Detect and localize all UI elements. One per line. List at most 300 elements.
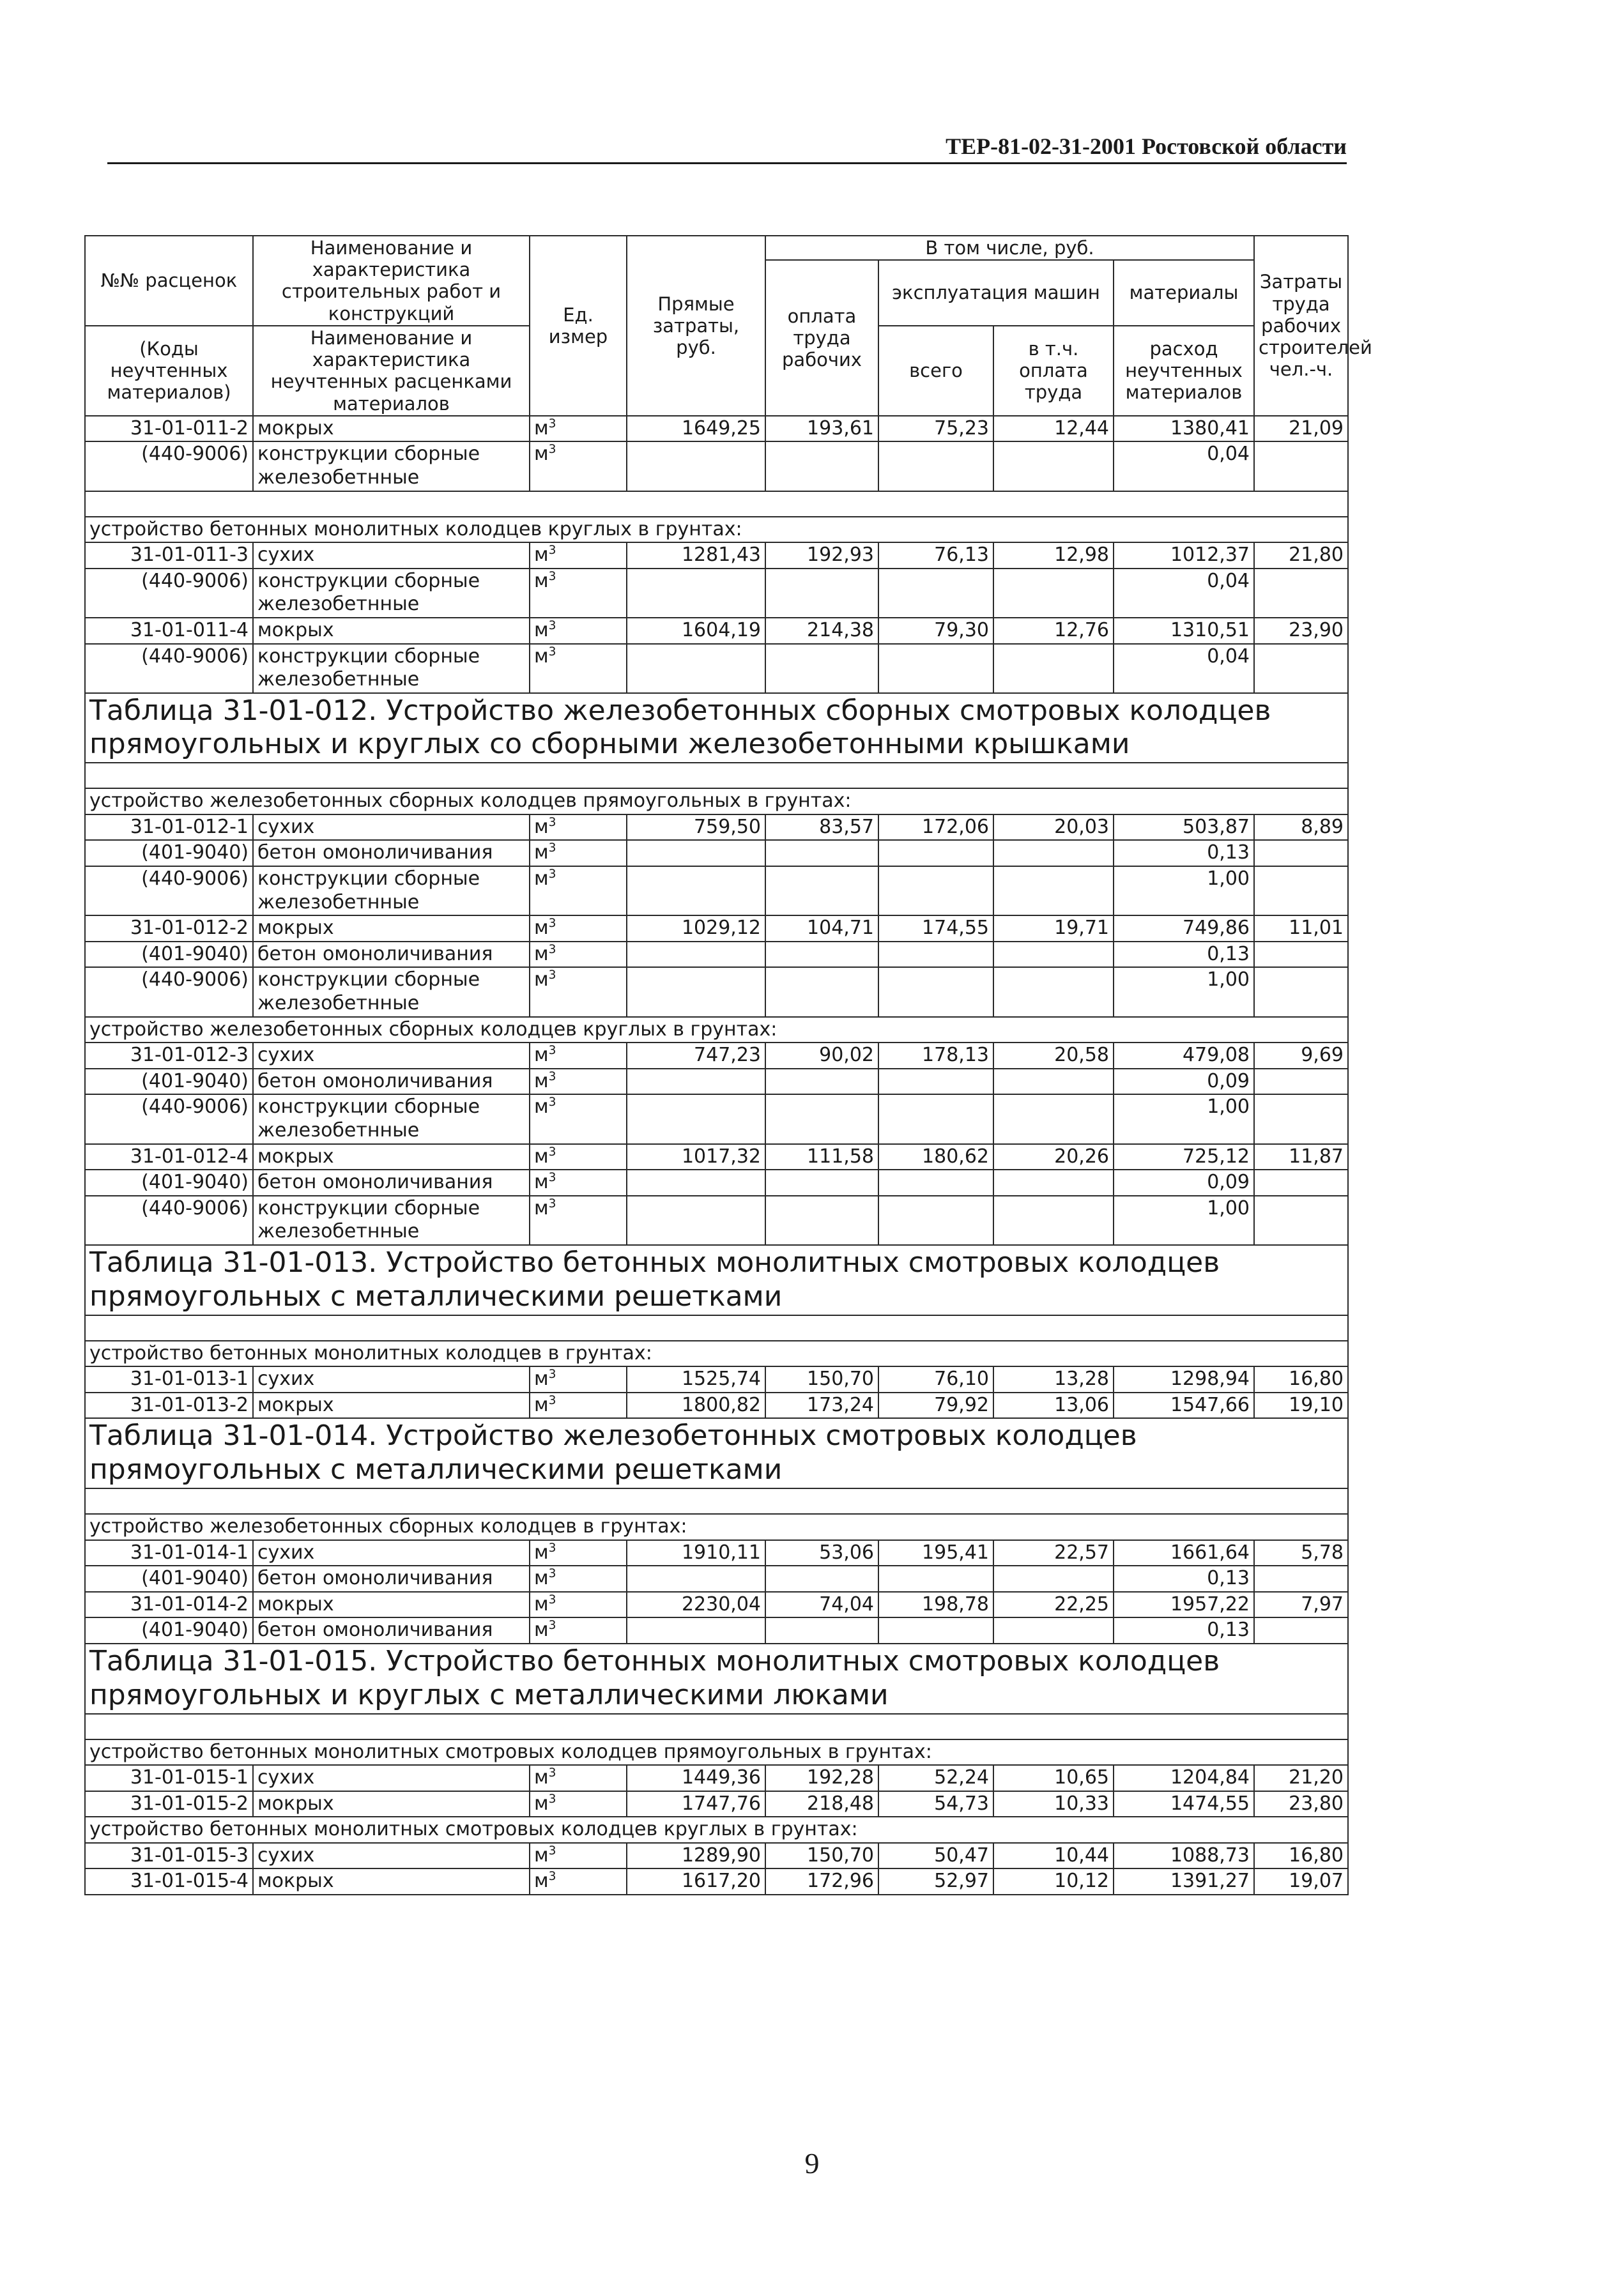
unit-label: м bbox=[534, 1792, 549, 1815]
material-code: (440-9006) bbox=[85, 1196, 253, 1245]
material-row bbox=[85, 441, 1348, 491]
material-row bbox=[85, 1196, 1348, 1245]
rate-code: 31-01-014-1 bbox=[85, 1540, 253, 1566]
spacer-row bbox=[85, 1315, 1348, 1341]
cell-machines-total: 76,10 bbox=[878, 1366, 993, 1393]
cell-machines-total bbox=[878, 644, 993, 693]
cell-direct: 2230,04 bbox=[627, 1592, 765, 1618]
unit-cell bbox=[530, 1170, 627, 1196]
section-heading: устройство бетонных монолитных колодцев круглых в грунтах: bbox=[85, 517, 1348, 543]
material-name: конструкции сборные железобетнные bbox=[253, 967, 530, 1016]
cell-labor-pay bbox=[765, 866, 878, 915]
cell-materials: 1957,22 bbox=[1114, 1592, 1254, 1618]
unit-power: 3 bbox=[548, 1069, 556, 1083]
cell-direct bbox=[627, 1170, 765, 1196]
table-title: Таблица 31-01-013. Устройство бетонных монолитных смотровых колодцев прямоугольных с металлическими решетками bbox=[85, 1245, 1348, 1315]
unit-cell bbox=[530, 1196, 627, 1245]
unit-label: м bbox=[534, 443, 549, 466]
work-name: мокрых bbox=[253, 1791, 530, 1817]
cell-labor-costs: 5,78 bbox=[1254, 1540, 1348, 1566]
cell-materials: 0,13 bbox=[1114, 1566, 1254, 1592]
cell-labor-costs bbox=[1254, 1196, 1348, 1245]
cell-machines-labor: 13,06 bbox=[993, 1393, 1114, 1419]
cell-labor-costs: 16,80 bbox=[1254, 1843, 1348, 1869]
cell-machines-labor bbox=[993, 1196, 1114, 1245]
cell-materials: 1474,55 bbox=[1114, 1791, 1254, 1817]
rate-code: 31-01-012-3 bbox=[85, 1043, 253, 1069]
material-row bbox=[85, 866, 1348, 915]
material-name: конструкции сборные железобетнные bbox=[253, 1196, 530, 1245]
cell-machines-labor bbox=[993, 441, 1114, 491]
unit-power: 3 bbox=[548, 942, 556, 956]
rate-code: 31-01-013-2 bbox=[85, 1393, 253, 1419]
unit-power: 3 bbox=[548, 1870, 556, 1884]
unit-cell bbox=[530, 1366, 627, 1393]
cell-materials: 479,08 bbox=[1114, 1043, 1254, 1069]
cell-materials: 1204,84 bbox=[1114, 1765, 1254, 1791]
document-title: ТЕР-81-02-31-2001 Ростовской области bbox=[946, 134, 1347, 159]
unit-power: 3 bbox=[548, 1541, 556, 1555]
cell-labor-costs: 7,97 bbox=[1254, 1592, 1348, 1618]
cell-labor-pay bbox=[765, 942, 878, 968]
cell-labor-costs bbox=[1254, 1094, 1348, 1143]
rate-code: 31-01-012-1 bbox=[85, 814, 253, 841]
cell-direct: 1281,43 bbox=[627, 542, 765, 569]
unit-label: м bbox=[534, 1171, 549, 1194]
cell-machines-total: 198,78 bbox=[878, 1592, 993, 1618]
cell-labor-pay: 90,02 bbox=[765, 1043, 878, 1069]
unit-power: 3 bbox=[548, 867, 556, 882]
material-name: конструкции сборные железобетнные bbox=[253, 441, 530, 491]
cell-labor-pay: 173,24 bbox=[765, 1393, 878, 1419]
material-row bbox=[85, 840, 1348, 866]
cell-machines-labor bbox=[993, 569, 1114, 618]
cell-materials: 0,09 bbox=[1114, 1069, 1254, 1095]
cell-materials: 1,00 bbox=[1114, 1094, 1254, 1143]
work-name: мокрых bbox=[253, 915, 530, 942]
cell-direct bbox=[627, 1069, 765, 1095]
cell-labor-costs: 23,80 bbox=[1254, 1791, 1348, 1817]
document-header bbox=[107, 130, 1347, 164]
unit-label: м bbox=[534, 1593, 549, 1616]
cell-machines-labor: 20,58 bbox=[993, 1043, 1114, 1069]
unit-cell bbox=[530, 942, 627, 968]
unit-cell bbox=[530, 441, 627, 491]
unit-power: 3 bbox=[548, 645, 556, 659]
unit-power: 3 bbox=[548, 841, 556, 855]
material-code: (401-9040) bbox=[85, 1617, 253, 1644]
cell-direct: 1289,90 bbox=[627, 1843, 765, 1869]
unit-power: 3 bbox=[548, 1593, 556, 1607]
material-name: конструкции сборные железобетнные bbox=[253, 644, 530, 693]
unit-power: 3 bbox=[548, 443, 556, 457]
cell-machines-labor: 10,12 bbox=[993, 1868, 1114, 1895]
cell-labor-costs: 11,87 bbox=[1254, 1144, 1348, 1170]
unit-cell bbox=[530, 866, 627, 915]
cell-materials: 1,00 bbox=[1114, 967, 1254, 1016]
material-name: конструкции сборные железобетнные bbox=[253, 866, 530, 915]
cell-machines-labor bbox=[993, 1094, 1114, 1143]
cell-materials: 1391,27 bbox=[1114, 1868, 1254, 1895]
cell-machines-labor: 12,76 bbox=[993, 618, 1114, 644]
cell-materials: 1,00 bbox=[1114, 1196, 1254, 1245]
col-name-sub: Наименование и характеристика неучтенных расценками материалов bbox=[253, 326, 530, 416]
unit-cell bbox=[530, 569, 627, 618]
table-row bbox=[85, 915, 1348, 942]
cell-machines-total: 75,23 bbox=[878, 416, 993, 442]
cell-direct bbox=[627, 1566, 765, 1592]
cell-labor-costs bbox=[1254, 441, 1348, 491]
material-name: бетон омоноличивания bbox=[253, 840, 530, 866]
unit-cell bbox=[530, 1069, 627, 1095]
work-name: сухих bbox=[253, 1843, 530, 1869]
material-code: (401-9040) bbox=[85, 1069, 253, 1095]
table-body bbox=[85, 416, 1348, 1895]
cell-labor-costs: 19,10 bbox=[1254, 1393, 1348, 1419]
unit-label: м bbox=[534, 1044, 549, 1067]
unit-cell bbox=[530, 1540, 627, 1566]
cell-machines-labor: 12,98 bbox=[993, 542, 1114, 569]
table-row bbox=[85, 1868, 1348, 1895]
unit-cell bbox=[530, 1043, 627, 1069]
cell-materials: 0,09 bbox=[1114, 1170, 1254, 1196]
rate-code: 31-01-015-3 bbox=[85, 1843, 253, 1869]
table-title: Таблица 31-01-015. Устройство бетонных монолитных смотровых колодцев прямоугольных и круглых с металлическими люками bbox=[85, 1644, 1348, 1714]
unit-power: 3 bbox=[548, 1844, 556, 1858]
cell-labor-pay bbox=[765, 569, 878, 618]
section-heading: устройство железобетонных сборных колодцев в грунтах: bbox=[85, 1514, 1348, 1540]
unit-label: м bbox=[534, 968, 549, 991]
cell-machines-total bbox=[878, 1196, 993, 1245]
cell-machines-total bbox=[878, 840, 993, 866]
unit-label: м bbox=[534, 815, 549, 838]
material-code: (440-9006) bbox=[85, 569, 253, 618]
table-row bbox=[85, 416, 1348, 442]
cell-machines-total: 178,13 bbox=[878, 1043, 993, 1069]
unit-label: м bbox=[534, 867, 549, 890]
cell-labor-pay: 53,06 bbox=[765, 1540, 878, 1566]
cell-direct: 1800,82 bbox=[627, 1393, 765, 1419]
cell-direct bbox=[627, 1196, 765, 1245]
material-row bbox=[85, 1069, 1348, 1095]
unit-label: м bbox=[534, 942, 549, 965]
cell-machines-labor: 19,71 bbox=[993, 915, 1114, 942]
unit-power: 3 bbox=[548, 1567, 556, 1581]
rate-code: 31-01-012-4 bbox=[85, 1144, 253, 1170]
material-code: (440-9006) bbox=[85, 644, 253, 693]
material-row bbox=[85, 942, 1348, 968]
table-title-row bbox=[85, 1418, 1348, 1488]
material-code: (401-9040) bbox=[85, 1566, 253, 1592]
cell-labor-pay: 192,28 bbox=[765, 1765, 878, 1791]
unit-label: м bbox=[534, 645, 549, 668]
col-machines: эксплуатация машин bbox=[878, 260, 1114, 326]
col-code: №№ расценок bbox=[85, 236, 253, 326]
cell-materials: 0,04 bbox=[1114, 644, 1254, 693]
work-name: мокрых bbox=[253, 1592, 530, 1618]
unit-power: 3 bbox=[548, 1619, 556, 1633]
cell-direct: 1029,12 bbox=[627, 915, 765, 942]
cell-machines-labor: 22,25 bbox=[993, 1592, 1114, 1618]
cell-labor-costs bbox=[1254, 1069, 1348, 1095]
work-name: сухих bbox=[253, 814, 530, 841]
unit-label: м bbox=[534, 1069, 549, 1092]
work-name: мокрых bbox=[253, 1144, 530, 1170]
rate-code: 31-01-015-2 bbox=[85, 1791, 253, 1817]
col-labor-pay: оплата труда рабочих bbox=[765, 260, 878, 416]
cell-direct: 1747,76 bbox=[627, 1791, 765, 1817]
cell-labor-costs bbox=[1254, 644, 1348, 693]
price-table bbox=[84, 235, 1372, 1895]
cell-machines-labor bbox=[993, 1617, 1114, 1644]
cell-machines-total bbox=[878, 1069, 993, 1095]
cell-labor-pay bbox=[765, 1617, 878, 1644]
cell-materials: 749,86 bbox=[1114, 915, 1254, 942]
rate-code: 31-01-013-1 bbox=[85, 1366, 253, 1393]
spacer-row bbox=[85, 1488, 1348, 1514]
unit-power: 3 bbox=[548, 1368, 556, 1382]
cell-labor-pay bbox=[765, 1566, 878, 1592]
material-name: бетон омоноличивания bbox=[253, 1170, 530, 1196]
cell-direct: 1910,11 bbox=[627, 1540, 765, 1566]
table-title: Таблица 31-01-012. Устройство железобетонных сборных смотровых колодцев прямоугольных и круглых со сборными железобетонными крышками bbox=[85, 693, 1348, 763]
cell-machines-labor: 10,44 bbox=[993, 1843, 1114, 1869]
cell-machines-total: 50,47 bbox=[878, 1843, 993, 1869]
work-name: мокрых bbox=[253, 1393, 530, 1419]
cell-direct bbox=[627, 866, 765, 915]
unit-cell bbox=[530, 618, 627, 644]
unit-label: м bbox=[534, 1196, 549, 1219]
unit-label: м bbox=[534, 917, 549, 940]
cell-labor-pay bbox=[765, 441, 878, 491]
table-title-row bbox=[85, 1245, 1348, 1315]
unit-cell bbox=[530, 542, 627, 569]
table-row bbox=[85, 542, 1348, 569]
unit-label: м bbox=[534, 1393, 549, 1416]
cell-labor-costs: 9,69 bbox=[1254, 1043, 1348, 1069]
table-row bbox=[85, 1366, 1348, 1393]
col-including: В том числе, руб. bbox=[765, 236, 1254, 260]
table-row bbox=[85, 1144, 1348, 1170]
unit-cell bbox=[530, 1144, 627, 1170]
table-row bbox=[85, 1043, 1348, 1069]
unit-power: 3 bbox=[548, 917, 556, 931]
cell-machines-labor: 20,03 bbox=[993, 814, 1114, 841]
cell-machines-total bbox=[878, 1170, 993, 1196]
unit-label: м bbox=[534, 1766, 549, 1789]
cell-direct bbox=[627, 1617, 765, 1644]
cell-labor-costs: 21,80 bbox=[1254, 542, 1348, 569]
spacer-row bbox=[85, 1714, 1348, 1739]
cell-direct: 1017,32 bbox=[627, 1144, 765, 1170]
unit-label: м bbox=[534, 1368, 549, 1391]
section-row bbox=[85, 517, 1348, 543]
cell-labor-costs bbox=[1254, 1617, 1348, 1644]
unit-label: м bbox=[534, 1870, 549, 1893]
work-name: сухих bbox=[253, 1765, 530, 1791]
table-title: Таблица 31-01-014. Устройство железобетонных смотровых колодцев прямоугольных с металлическими решетками bbox=[85, 1418, 1348, 1488]
table-row bbox=[85, 1592, 1348, 1618]
material-code: (440-9006) bbox=[85, 441, 253, 491]
spacer-cell bbox=[85, 1315, 1348, 1341]
unit-power: 3 bbox=[548, 1196, 556, 1211]
unit-power: 3 bbox=[548, 569, 556, 583]
unit-power: 3 bbox=[548, 1171, 556, 1185]
unit-cell bbox=[530, 1393, 627, 1419]
spacer-cell bbox=[85, 1488, 1348, 1514]
cell-labor-costs: 21,09 bbox=[1254, 416, 1348, 442]
cell-labor-costs: 21,20 bbox=[1254, 1765, 1348, 1791]
section-heading: устройство бетонных монолитных смотровых колодцев прямоугольных в грунтах: bbox=[85, 1739, 1348, 1766]
col-machines-labor: в т.ч. оплата труда bbox=[993, 326, 1114, 416]
cell-direct: 1604,19 bbox=[627, 618, 765, 644]
cell-machines-total bbox=[878, 569, 993, 618]
spacer-cell bbox=[85, 763, 1348, 788]
cell-labor-pay: 172,96 bbox=[765, 1868, 878, 1895]
cell-machines-total bbox=[878, 441, 993, 491]
col-direct: Прямые затраты, руб. bbox=[627, 236, 765, 416]
cell-machines-labor bbox=[993, 644, 1114, 693]
work-name: мокрых bbox=[253, 1868, 530, 1895]
cell-machines-total: 195,41 bbox=[878, 1540, 993, 1566]
spacer-row bbox=[85, 491, 1348, 517]
work-name: сухих bbox=[253, 542, 530, 569]
rate-code: 31-01-015-1 bbox=[85, 1765, 253, 1791]
cell-labor-costs bbox=[1254, 1566, 1348, 1592]
col-materials-sub: расход неучтенных материалов bbox=[1114, 326, 1254, 416]
section-row bbox=[85, 1514, 1348, 1540]
table-row bbox=[85, 1765, 1348, 1791]
cell-machines-total bbox=[878, 967, 993, 1016]
material-row bbox=[85, 1170, 1348, 1196]
unit-cell bbox=[530, 1094, 627, 1143]
material-code: (440-9006) bbox=[85, 967, 253, 1016]
unit-power: 3 bbox=[548, 1766, 556, 1780]
cell-materials: 1310,51 bbox=[1114, 618, 1254, 644]
section-heading: устройство бетонных монолитных колодцев в грунтах: bbox=[85, 1341, 1348, 1367]
cell-labor-costs: 16,80 bbox=[1254, 1366, 1348, 1393]
material-name: конструкции сборные железобетнные bbox=[253, 569, 530, 618]
spacer-row bbox=[85, 763, 1348, 788]
unit-power: 3 bbox=[548, 1096, 556, 1110]
cell-machines-total: 52,97 bbox=[878, 1868, 993, 1895]
spacer-cell bbox=[85, 491, 1348, 517]
cell-labor-costs: 19,07 bbox=[1254, 1868, 1348, 1895]
cell-labor-pay: 193,61 bbox=[765, 416, 878, 442]
table-row bbox=[85, 1540, 1348, 1566]
material-code: (440-9006) bbox=[85, 866, 253, 915]
cell-materials: 1012,37 bbox=[1114, 542, 1254, 569]
cell-labor-pay: 111,58 bbox=[765, 1144, 878, 1170]
cell-direct bbox=[627, 644, 765, 693]
cell-labor-costs bbox=[1254, 866, 1348, 915]
work-name: сухих bbox=[253, 1366, 530, 1393]
material-row bbox=[85, 1566, 1348, 1592]
material-name: бетон омоноличивания bbox=[253, 1069, 530, 1095]
work-name: сухих bbox=[253, 1540, 530, 1566]
cell-machines-total bbox=[878, 866, 993, 915]
cell-machines-total bbox=[878, 942, 993, 968]
section-heading: устройство железобетонных сборных колодцев круглых в грунтах: bbox=[85, 1017, 1348, 1043]
unit-cell bbox=[530, 915, 627, 942]
spacer-cell bbox=[85, 1714, 1348, 1739]
unit-cell bbox=[530, 840, 627, 866]
material-name: бетон омоноличивания bbox=[253, 1617, 530, 1644]
cell-labor-costs bbox=[1254, 942, 1348, 968]
cell-machines-labor: 10,33 bbox=[993, 1791, 1114, 1817]
rate-code: 31-01-014-2 bbox=[85, 1592, 253, 1618]
cell-direct bbox=[627, 840, 765, 866]
material-row bbox=[85, 1094, 1348, 1143]
unit-power: 3 bbox=[548, 416, 556, 431]
material-code: (401-9040) bbox=[85, 942, 253, 968]
cell-machines-labor: 22,57 bbox=[993, 1540, 1114, 1566]
cell-direct: 1449,36 bbox=[627, 1765, 765, 1791]
section-row bbox=[85, 1817, 1348, 1843]
cell-machines-total bbox=[878, 1094, 993, 1143]
unit-power: 3 bbox=[548, 1044, 556, 1058]
unit-power: 3 bbox=[548, 1393, 556, 1407]
cell-machines-total bbox=[878, 1617, 993, 1644]
cell-direct: 747,23 bbox=[627, 1043, 765, 1069]
unit-power: 3 bbox=[548, 968, 556, 982]
section-row bbox=[85, 1739, 1348, 1766]
work-name: мокрых bbox=[253, 416, 530, 442]
cell-materials: 0,13 bbox=[1114, 942, 1254, 968]
cell-labor-pay: 218,48 bbox=[765, 1791, 878, 1817]
cell-labor-pay bbox=[765, 1069, 878, 1095]
unit-power: 3 bbox=[548, 618, 556, 632]
cell-materials: 503,87 bbox=[1114, 814, 1254, 841]
cell-labor-pay: 150,70 bbox=[765, 1366, 878, 1393]
cell-labor-costs bbox=[1254, 967, 1348, 1016]
cell-materials: 725,12 bbox=[1114, 1144, 1254, 1170]
page-number: 9 bbox=[804, 2147, 820, 2180]
cell-materials: 0,04 bbox=[1114, 569, 1254, 618]
unit-cell bbox=[530, 814, 627, 841]
cell-direct bbox=[627, 441, 765, 491]
cell-machines-labor bbox=[993, 1566, 1114, 1592]
rate-code: 31-01-012-2 bbox=[85, 915, 253, 942]
unit-label: м bbox=[534, 1541, 549, 1564]
work-name: мокрых bbox=[253, 618, 530, 644]
cell-direct bbox=[627, 569, 765, 618]
cell-direct: 1649,25 bbox=[627, 416, 765, 442]
cell-machines-total: 180,62 bbox=[878, 1144, 993, 1170]
cell-labor-pay: 150,70 bbox=[765, 1843, 878, 1869]
cell-materials: 0,04 bbox=[1114, 441, 1254, 491]
cell-labor-costs bbox=[1254, 840, 1348, 866]
cell-labor-pay: 83,57 bbox=[765, 814, 878, 841]
unit-power: 3 bbox=[548, 1145, 556, 1159]
cell-materials: 0,13 bbox=[1114, 1617, 1254, 1644]
unit-cell bbox=[530, 1592, 627, 1618]
cell-direct bbox=[627, 942, 765, 968]
cell-labor-costs bbox=[1254, 1170, 1348, 1196]
cell-materials: 0,13 bbox=[1114, 840, 1254, 866]
cell-machines-total: 76,13 bbox=[878, 542, 993, 569]
cell-machines-total: 54,73 bbox=[878, 1791, 993, 1817]
cell-direct bbox=[627, 967, 765, 1016]
cell-materials: 1661,64 bbox=[1114, 1540, 1254, 1566]
rate-code: 31-01-015-4 bbox=[85, 1868, 253, 1895]
cell-labor-pay bbox=[765, 1094, 878, 1143]
material-row bbox=[85, 569, 1348, 618]
unit-label: м bbox=[534, 1619, 549, 1642]
cell-machines-labor: 12,44 bbox=[993, 416, 1114, 442]
material-row bbox=[85, 1617, 1348, 1644]
cell-direct bbox=[627, 1094, 765, 1143]
